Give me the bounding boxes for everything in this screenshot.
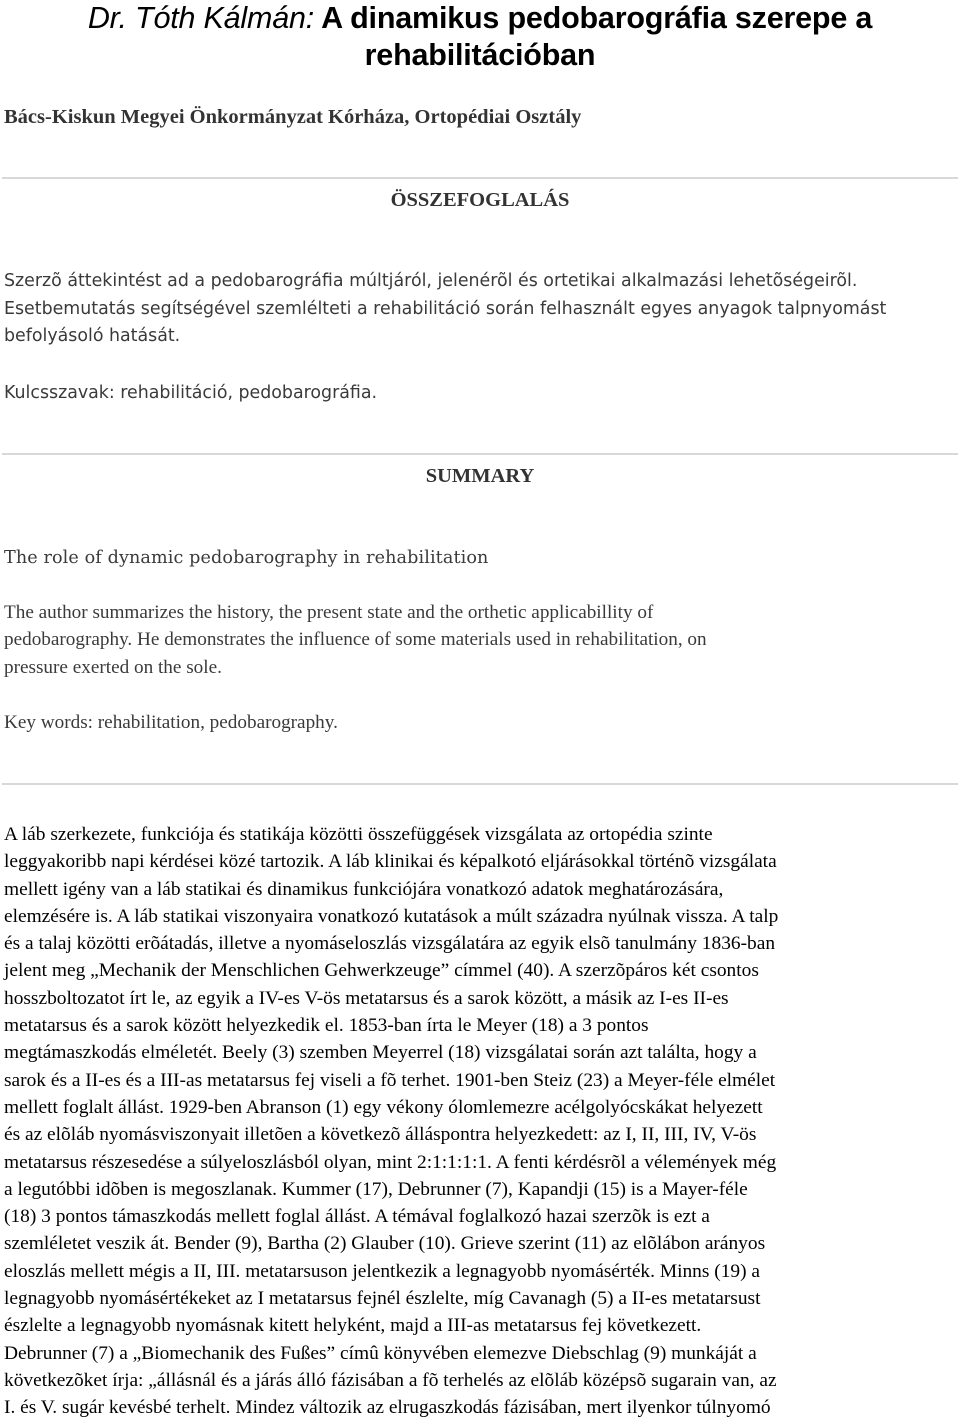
body-line: I. és V. sugár kevésbé terhelt. Mindez változik az elrugaszkodás fázisában, mert ilyenkor túlnyomó [4, 1397, 771, 1419]
hungarian-keywords: Kulcsszavak: rehabilitáció, pedobarográfia. [4, 383, 378, 403]
divider-2 [2, 453, 958, 455]
body-line: eloszlás mellett mégis a II, III. metatarsuson jelentkezik a legnagyobb nyomásérték. Minns (19) a [4, 1260, 760, 1282]
hungarian-abstract [4, 268, 956, 351]
title-author: Dr. Tóth Kálmán: [87, 1, 315, 35]
body-line: mellett igény van a láb statikai és dinamikus funkciójára vonatkozó adatok meghatározására, [4, 878, 724, 900]
body-line: megtámaszkodás elméletét. Beely (3) szemben Meyerrel (18) vizsgálatai során azt találta, hogy a [4, 1042, 757, 1064]
divider-3 [2, 783, 958, 785]
english-abstract-line: pedobarography. He demonstrates the influence of some materials used in rehabilitation, on [4, 629, 707, 651]
english-title: The role of dynamic pedobarography in rehabilitation [4, 548, 489, 568]
english-abstract-line: pressure exerted on the sole. [4, 656, 222, 678]
paper-title [4, 0, 956, 74]
english-abstract [4, 599, 956, 681]
hungarian-abstract-line: Esetbemutatás segítségével szemlélteti a rehabilitáció során felhasznált egyes anyagok talpnyomást [4, 298, 887, 319]
hungarian-abstract-heading: ÖSSZEFOGLALÁS [390, 189, 570, 211]
body-line: metatarsus és a sarok között helyezkedik el. 1853-ban írta le Meyer (18) a 3 pontos [4, 1015, 649, 1037]
body-line: és a talaj közötti erõátadás, illetve a nyomáseloszlás vizsgálatára az egyik elsõ tanulmány 1836-ban [4, 933, 776, 955]
english-summary-heading: SUMMARY [425, 465, 535, 487]
english-keywords: Key words: rehabilitation, pedobarography. [4, 712, 338, 733]
body-line: jelent meg „Mechanik der Menschlichen Gehwerkzeuge” címmel (40). A szerzõpáros két csontos [4, 960, 759, 982]
title-text: A dinamikus pedobarográfia szerepe a rehabilitációban [314, 1, 873, 72]
body-line: legnagyobb nyomásértékeket az I metatarsus fejnél észlelte, míg Cavanagh (5) a II-es metatarsust [4, 1288, 761, 1310]
english-abstract-line: The author summarizes the history, the present state and the orthetic applicabillity of [4, 602, 654, 623]
body-line: A láb szerkezete, funkciója és statikája közötti összefüggések vizsgálata az ortopédia szinte [4, 824, 713, 845]
hungarian-abstract-line: befolyásoló hatását. [4, 326, 181, 347]
body-line: és az elõláb nyomásviszonyait illetõen a következõ álláspontra helyezkedett: az I, II, III, IV, V-ös [4, 1124, 757, 1146]
body-line: elemzésére is. A láb statikai viszonyaira vonatkozó kutatások a múlt századra nyúlnak vissza. A talp [4, 905, 779, 927]
body-line: a legutóbbi idõben is megoszlanak. Kummer (17), Debrunner (7), Kapandji (15) is a Mayer-féle [4, 1178, 748, 1200]
affiliation: Bács-Kiskun Megyei Önkormányzat Kórháza, Ortopédiai Osztály [4, 106, 582, 128]
body-line: következõket írja: „állásnál és a járás álló fázisában a fõ terhelés az elõláb középsõ sugarain van, az [4, 1369, 777, 1391]
hungarian-abstract-line: Szerzõ áttekintést ad a pedobarográfia múltjáról, jelenérõl és ortetikai alkalmazási lehetõségeirõl. [4, 271, 858, 291]
body-line: sarok és a II-es és a III-as metatarsus fej viseli a fõ terhet. 1901-ben Steiz (23) a Meyer-féle elmélet [4, 1069, 776, 1091]
body-line: metatarsus részesedése a súlyeloszlásból olyan, mint 2:1:1:1:1. A fenti kérdésrõl a vélemények még [4, 1151, 777, 1173]
body-paragraph [4, 821, 958, 1422]
body-line: hosszboltozatot írt le, az egyik a IV-es V-ös metatarsus és a sarok között, a másik az I-es II-es [4, 987, 729, 1009]
body-line: szemléletet veszik át. Bender (9), Bartha (2) Glauber (10). Grieve szerint (11) az elõlábon arányos [4, 1233, 766, 1255]
body-line: leggyakoribb napi kérdései közé tartozik. A láb klinikai és képalkotó eljárásokkal történõ vizsgálata [4, 851, 777, 873]
body-line: (18) 3 pontos támaszkodás mellett foglal állást. A témával foglalkozó hazai szerzõk is ezt a [4, 1206, 710, 1228]
body-line: mellett foglalt állást. 1929-ben Abranson (1) egy vékony ólomlemezre acélgolyócskákat helyezett [4, 1096, 763, 1118]
divider-1 [2, 177, 958, 179]
body-line: Debrunner (7) a „Biomechanik des Fußes” címû könyvében elemezve Diebschlag (9) munkáját a [4, 1342, 757, 1364]
body-line: észlelte a legnagyobb nyomásnak kitett helyként, majd a III-as metatarsus fej következett. [4, 1315, 702, 1337]
